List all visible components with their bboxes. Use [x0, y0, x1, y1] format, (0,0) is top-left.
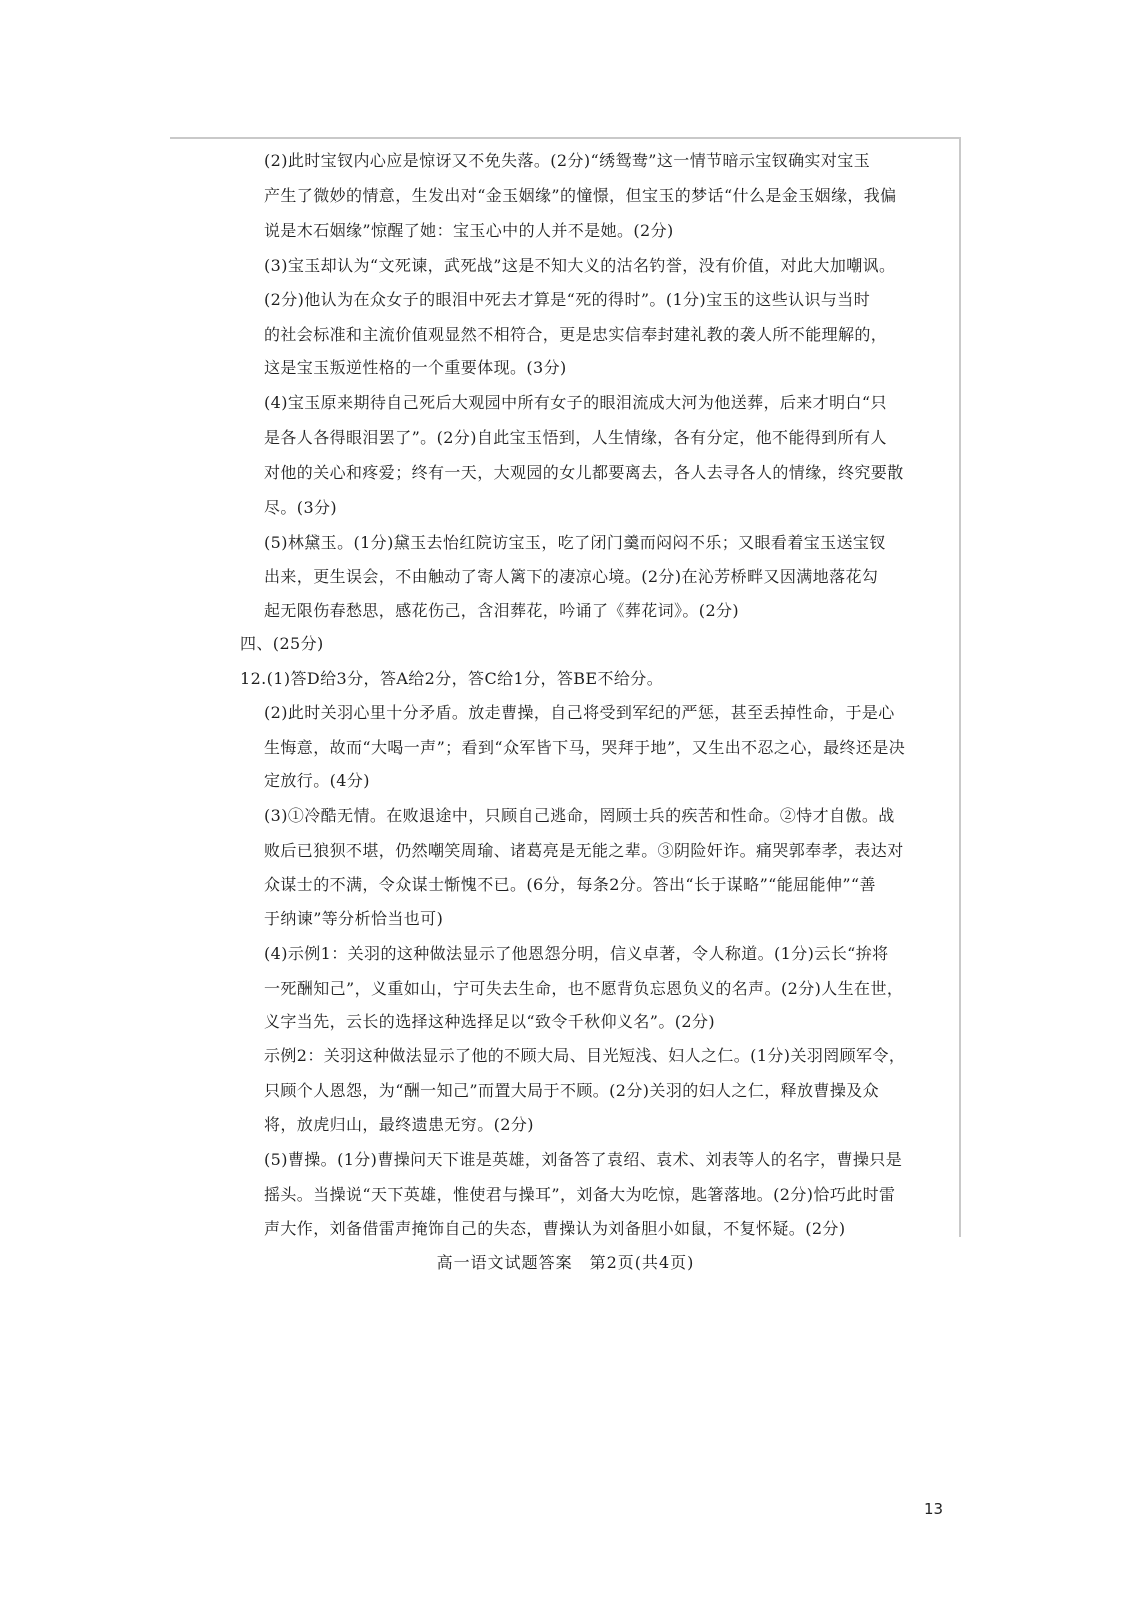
answer-line: 产生了微妙的情意，生发出对“金玉姻缘”的憧憬，但宝玉的梦话“什么是金玉姻缘，我偏 [264, 186, 897, 205]
answer-line: 尽。(3分) [264, 498, 338, 517]
answer-line: 败后已狼狈不堪，仍然嘲笑周瑜、诸葛亮是无能之辈。③阴险奸诈。痛哭郭奉孝，表达对 [264, 841, 904, 860]
answer-line: 说是木石姻缘”惊醒了她：宝玉心中的人并不是她。(2分) [264, 221, 674, 240]
answer-line: (2)此时宝钗内心应是惊讶又不免失落。(2分)“绣鸳鸯”这一情节暗示宝钗确实对宝玉 [264, 151, 871, 170]
answer-line: 义字当先，云长的选择这种选择足以“致令千秋仰义名”。(2分) [264, 1012, 716, 1031]
answer-line: (5)曹操。(1分)曹操问天下谁是英雄，刘备答了袁绍、袁术、刘表等人的名字，曹操只是 [264, 1150, 903, 1169]
page-footer: 高一语文试题答案 第2页(共4页) [436, 1253, 695, 1272]
answer-line: 摇头。当操说“天下英雄，惟使君与操耳”，刘备大为吃惊，匙箸落地。(2分)恰巧此时雷 [264, 1185, 896, 1204]
answer-line: 声大作，刘备借雷声掩饰自己的失态，曹操认为刘备胆小如鼠，不复怀疑。(2分) [264, 1219, 846, 1238]
answer-line: 于纳谏”等分析恰当也可) [264, 909, 444, 928]
answer-line: 起无限伤春愁思，感花伤己，含泪葬花，吟诵了《葬花词》。(2分) [264, 601, 740, 620]
answer-line: (4)示例1：关羽的这种做法显示了他恩怨分明，信义卓著，令人称道。(1分)云长“拚将 [264, 944, 889, 963]
answer-line: 众谋士的不满，令众谋士惭愧不已。(6分，每条2分。答出“长于谋略”“能屈能伸”“善 [264, 875, 876, 894]
answer-line: (3)宝玉却认为“文死谏，武死战”这是不知大义的沽名钓誉，没有价值，对此大加嘲讽。 [264, 256, 896, 275]
section-heading: 四、(25分) [240, 634, 324, 653]
answer-line: (2)此时关羽心里十分矛盾。放走曹操，自己将受到军纪的严惩，甚至丢掉性命，于是心 [264, 703, 895, 722]
answer-line: 的社会标准和主流价值观显然不相符合，更是忠实信奉封建礼教的袭人所不能理解的， [264, 325, 888, 344]
answer-line: (3)①冷酷无情。在败退途中，只顾自己逃命，罔顾士兵的疾苦和性命。②恃才自傲。战 [264, 806, 895, 825]
answer-line: 生悔意，故而“大喝一声”；看到“众军皆下马，哭拜于地”，又生出不忍之心，最终还是决 [264, 738, 906, 757]
answer-line: 对他的关心和疼爱；终有一天，大观园的女儿都要离去，各人去寻各人的情缘，终究要散 [264, 463, 904, 482]
answer-line: 是各人各得眼泪罢了”。(2分)自此宝玉悟到，人生情缘，各有分定，他不能得到所有人 [264, 428, 887, 447]
answer-line: (2分)他认为在众女子的眼泪中死去才算是“死的得时”。(1分)宝玉的这些认识与当时 [264, 290, 871, 309]
answer-line: 一死酬知己”，义重如山，宁可失去生命，也不愿背负忘恩负义的名声。(2分)人生在世， [264, 979, 904, 998]
question-heading: 12.(1)答D给3分，答A给2分，答C给1分，答BE不给分。 [240, 669, 664, 688]
answer-line: 这是宝玉叛逆性格的一个重要体现。(3分) [264, 358, 567, 377]
answer-line: (5)林黛玉。(1分)黛玉去怡红院访宝玉，吃了闭门羹而闷闷不乐；又眼看着宝玉送宝钗 [264, 533, 886, 552]
answer-line: (4)宝玉原来期待自己死后大观园中所有女子的眼泪流成大河为他送葬，后来才明白“只 [264, 393, 887, 412]
answer-line: 只顾个人恩怨，为“酬一知己”而置大局于不顾。(2分)关羽的妇人之仁，释放曹操及众 [264, 1081, 880, 1100]
answer-line: 出来，更生误会，不由触动了寄人篱下的凄凉心境。(2分)在沁芳桥畔又因满地落花勾 [264, 567, 879, 586]
answer-line: 将，放虎归山，最终遗患无穷。(2分) [264, 1115, 534, 1134]
answer-line: 示例2：关羽这种做法显示了他的不顾大局、目光短浅、妇人之仁。(1分)关羽罔顾军令， [264, 1046, 906, 1065]
answer-line: 定放行。(4分) [264, 771, 370, 790]
page-number: 13 [924, 1500, 944, 1518]
